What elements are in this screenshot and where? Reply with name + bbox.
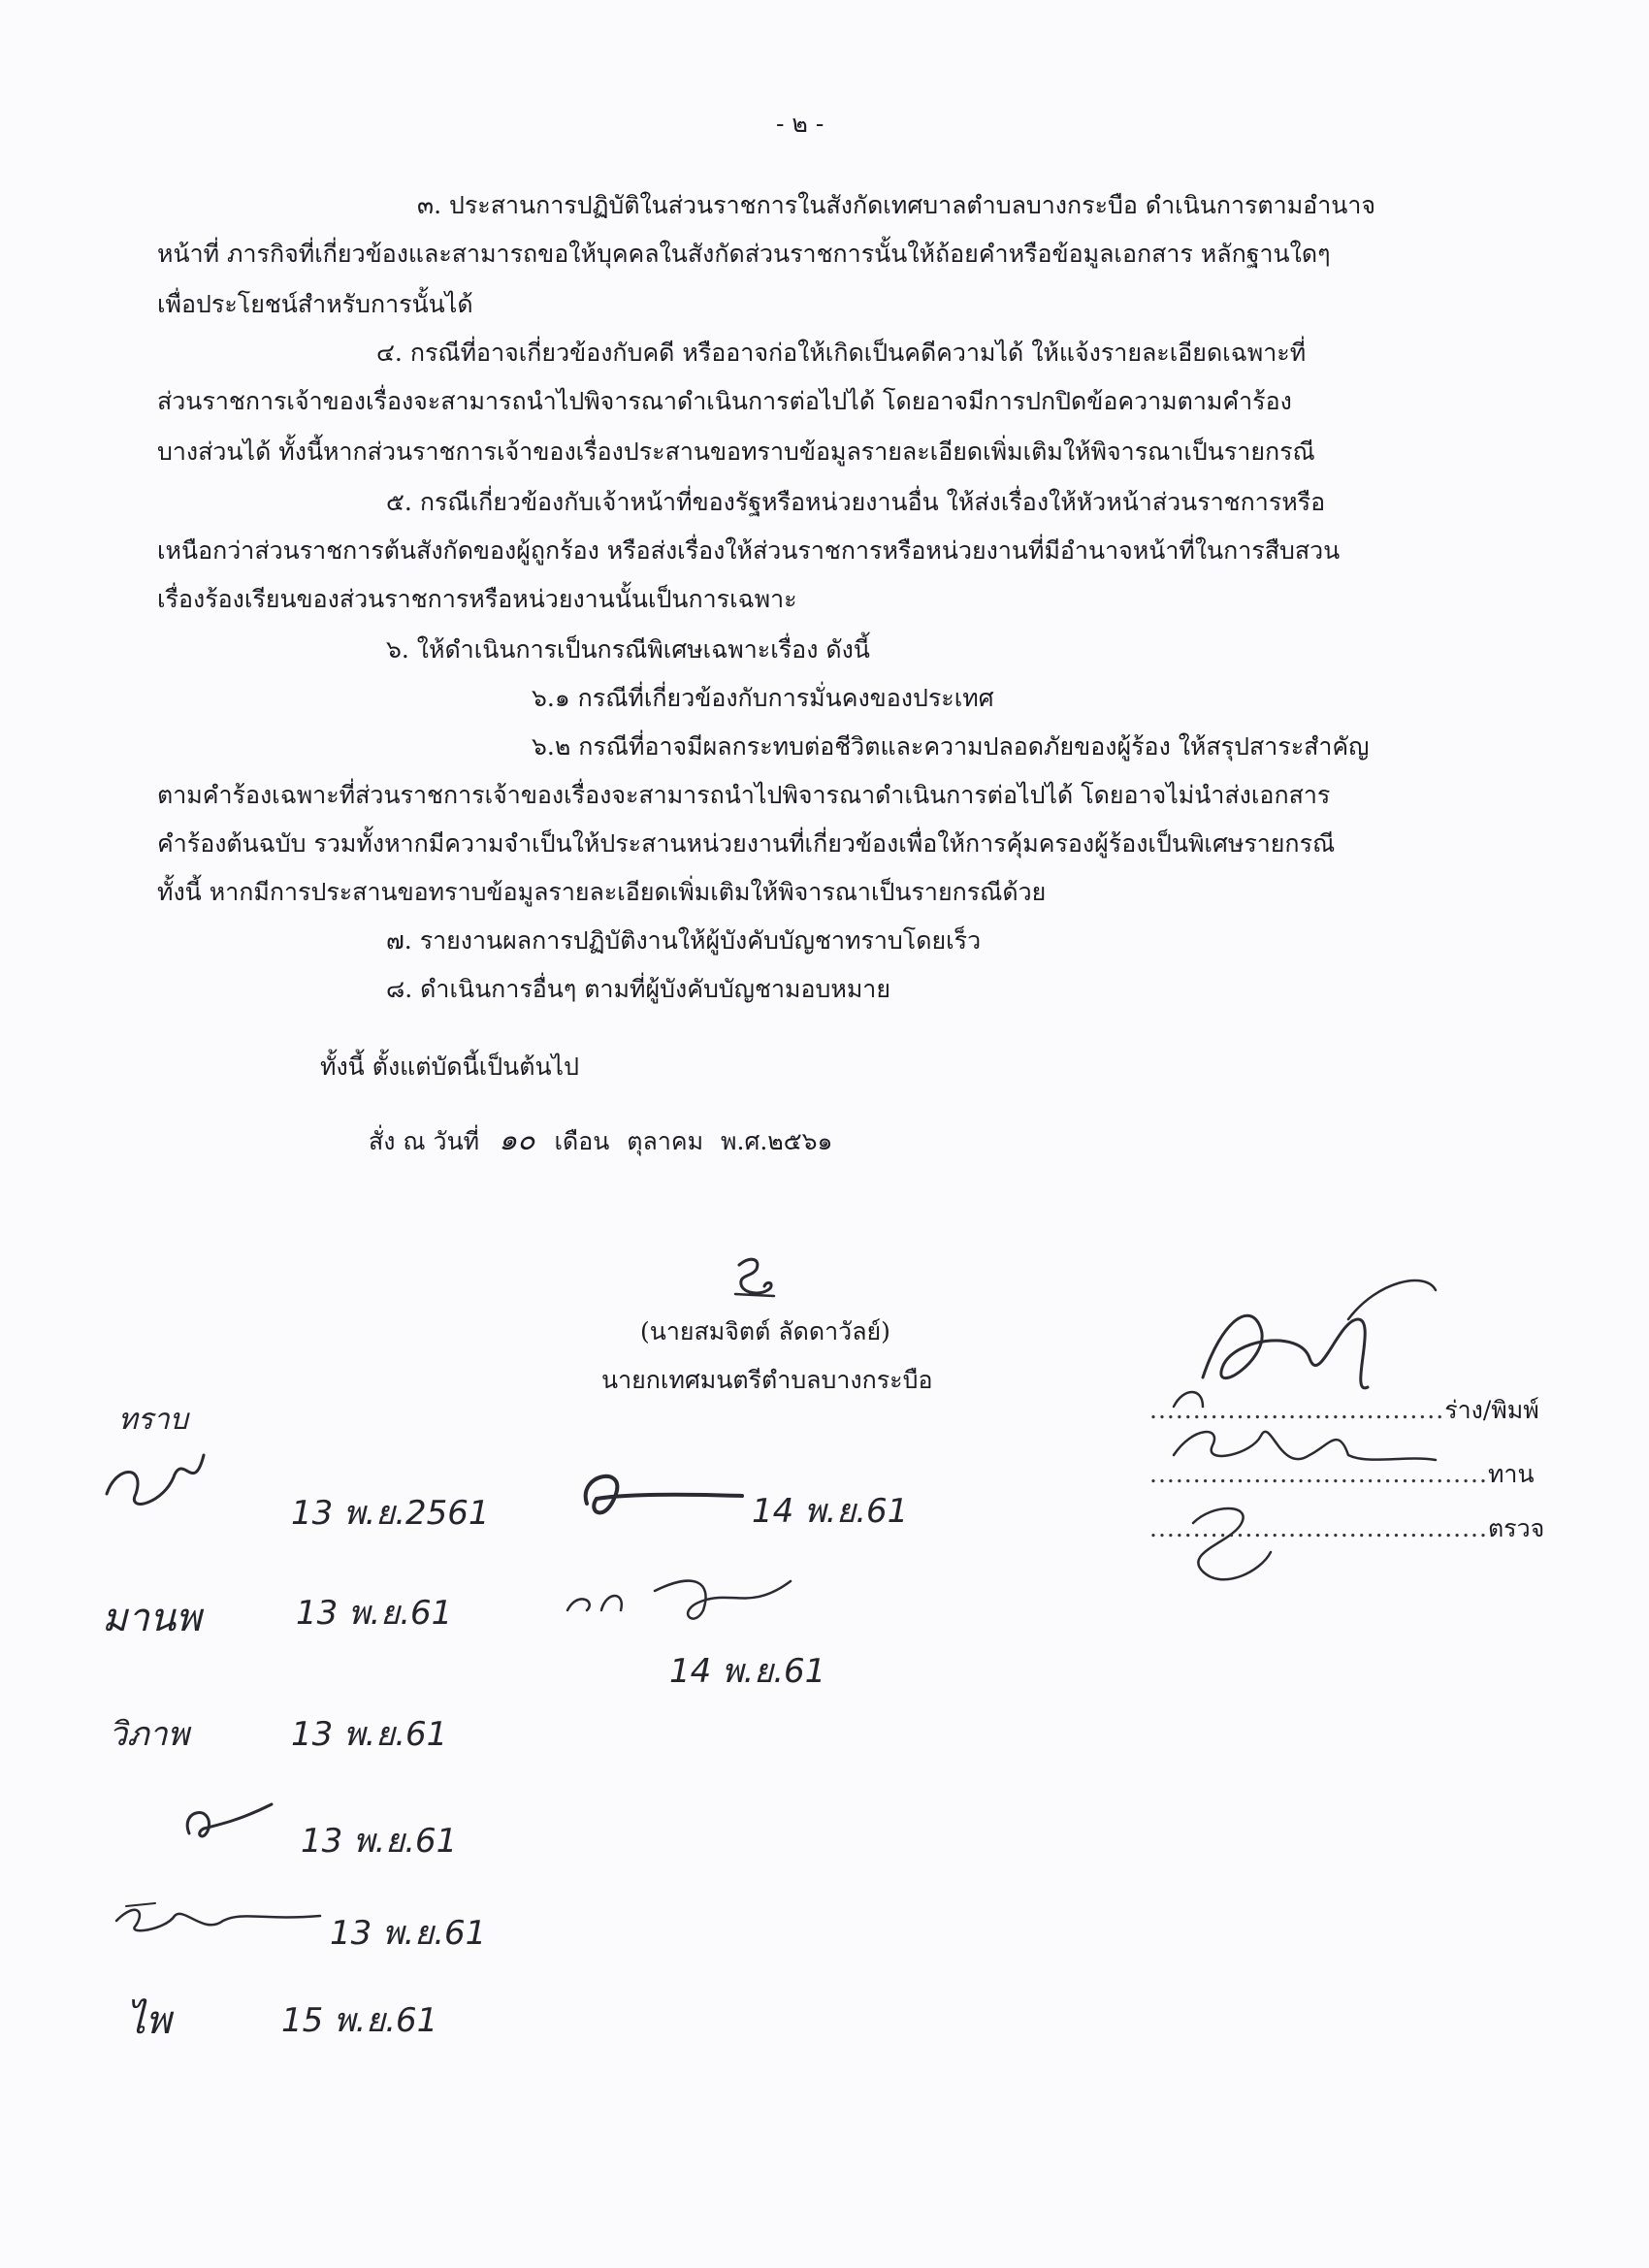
order-date-month-label: เดือน <box>554 1127 610 1155</box>
handwritten-signature-1 <box>97 1436 213 1523</box>
handwritten-name-3: ไพ <box>126 1998 172 2043</box>
effective-clause: ทั้งนี้ ตั้งแต่บัดนี้เป็นต้นไป <box>320 1053 579 1081</box>
handwritten-signature-3 <box>558 1552 810 1639</box>
review-signatures <box>1116 1261 1545 1610</box>
body-line-13: ตามคำร้องเฉพาะที่ส่วนราชการเจ้าของเรื่องจะสามารถนำไปพิจารณาดำเนินการต่อไปได้ โดยอาจไม่นำส่งเอกสาร <box>157 781 1331 809</box>
handwritten-name-1: มานพ <box>102 1596 202 1640</box>
review-draft-row <box>1149 1393 1539 1428</box>
order-date <box>369 1123 832 1159</box>
review-check-label: ทาน <box>1487 1460 1535 1488</box>
body-line-6: บางส่วนได้ ทั้งนี้หากส่วนราชการเจ้าของเรื่องประสานขอทราบข้อมูลรายละเอียดเพิ่มเติมให้พิจารณาเป็นรายกรณี <box>157 437 1315 466</box>
body-line-3: เพื่อประโยชน์สำหรับการนั้นได้ <box>157 290 473 318</box>
body-line-2: หน้าที่ ภารกิจที่เกี่ยวข้องและสามารถขอให้บุคคลในสังกัดส่วนราชการนั้นให้ถ้อยคำหรือข้อมูลเอกสาร หลักฐานใดๆ <box>157 240 1331 268</box>
body-line-5: ส่วนราชการเจ้าของเรื่องจะสามารถนำไปพิจารณาดำเนินการต่อไปได้ โดยอาจมีการปกปิดข้อความตามคำร้อง <box>157 387 1292 415</box>
order-date-month: ตุลาคม <box>627 1127 704 1155</box>
review-verify-dots: ....................................... <box>1149 1514 1488 1542</box>
handwritten-signature-2 <box>567 1455 761 1533</box>
order-date-prefix: สั่ง ณ วันที่ <box>369 1127 480 1155</box>
body-line-11: ๖.๑ กรณีที่เกี่ยวข้องกับการมั่นคงของประเทศ <box>532 684 994 712</box>
signatory-position: นายกเทศมนตรีตำบลบางกระบือ <box>601 1366 933 1394</box>
review-check-row <box>1149 1457 1535 1492</box>
body-line-7: ๕. กรณีเกี่ยวข้องกับเจ้าหน้าที่ของรัฐหรือหน่วยงานอื่น ให้ส่งเรื่องให้หัวหน้าส่วนราชการหรือ <box>386 488 1326 516</box>
review-draft-label: ร่าง/พิมพ์ <box>1444 1396 1539 1424</box>
body-line-14: คำร้องต้นฉบับ รวมทั้งหากมีความจำเป็นให้ประสานหน่วยงานที่เกี่ยวข้องเพื่อให้การคุ้มครองผู้ร้องเป็นพิเศษรายกรณี <box>157 829 1336 858</box>
handwritten-date-6: 13 พ.ย.61 <box>301 1822 458 1861</box>
handwritten-date-8: 15 พ.ย.61 <box>281 2001 438 2040</box>
body-line-16: ๗. รายงานผลการปฏิบัติงานให้ผู้บังคับบัญชาทราบโดยเร็ว <box>386 926 982 955</box>
body-line-4: ๔. กรณีที่อาจเกี่ยวข้องกับคดี หรืออาจก่อให้เกิดเป็นคดีความได้ ให้แจ้งรายละเอียดเฉพาะที่ <box>376 339 1307 367</box>
order-date-day: ๑๐ <box>499 1123 535 1157</box>
body-line-9: เรื่องร้องเรียนของส่วนราชการหรือหน่วยงานนั้นเป็นการเฉพาะ <box>157 585 797 613</box>
handwritten-date-7: 13 พ.ย.61 <box>330 1914 487 1953</box>
mayor-signature <box>728 1251 786 1310</box>
handwritten-signature-4 <box>175 1795 281 1853</box>
handwritten-date-2: 14 พ.ย.61 <box>752 1492 909 1531</box>
review-draft-dots: .................................. <box>1149 1396 1445 1424</box>
order-date-year: พ.ศ.๒๕๖๑ <box>721 1127 833 1155</box>
handwritten-date-1: 13 พ.ย.2561 <box>291 1494 490 1533</box>
review-check-dots: ....................................... <box>1149 1460 1488 1488</box>
body-line-15: ทั้งนี้ หากมีการประสานขอทราบข้อมูลรายละเอียดเพิ่มเติมให้พิจารณาเป็นรายกรณีด้วย <box>157 878 1047 906</box>
handwritten-signature-5 <box>97 1882 330 1950</box>
handwritten-name-2: วิภาพ <box>109 1715 190 1754</box>
review-verify-label: ตรวจ <box>1487 1514 1545 1542</box>
handwritten-date-5: 13 พ.ย.61 <box>291 1715 448 1754</box>
body-line-8: เหนือกว่าส่วนราชการต้นสังกัดของผู้ถูกร้อง หรือส่งเรื่องให้ส่วนราชการหรือหน่วยงานที่มีอำนาจหน้าที่ในการสืบสวน <box>157 536 1341 565</box>
body-line-12: ๖.๒ กรณีที่อาจมีผลกระทบต่อชีวิตและความปลอดภัยของผู้ร้อง ให้สรุปสาระสำคัญ <box>532 732 1370 761</box>
page-number: - ๒ - <box>776 110 824 138</box>
review-verify-row <box>1149 1511 1544 1546</box>
handwritten-date-4: 14 พ.ย.61 <box>669 1652 826 1691</box>
body-line-1: ๓. ประสานการปฏิบัติในส่วนราชการในสังกัดเทศบาลตำบลบางกระบือ ดำเนินการตามอำนาจ <box>417 191 1376 219</box>
signatory-name: (นายสมจิตต์ ลัดดาวัลย์) <box>640 1317 890 1345</box>
body-line-17: ๘. ดำเนินการอื่นๆ ตามที่ผู้บังคับบัญชามอบหมาย <box>386 975 890 1003</box>
body-line-10: ๖. ให้ดำเนินการเป็นกรณีพิเศษเฉพาะเรื่อง ดังนี้ <box>386 635 870 664</box>
handwritten-acknowledged: ทราบ <box>118 1403 188 1437</box>
handwritten-date-3: 13 พ.ย.61 <box>296 1594 453 1633</box>
